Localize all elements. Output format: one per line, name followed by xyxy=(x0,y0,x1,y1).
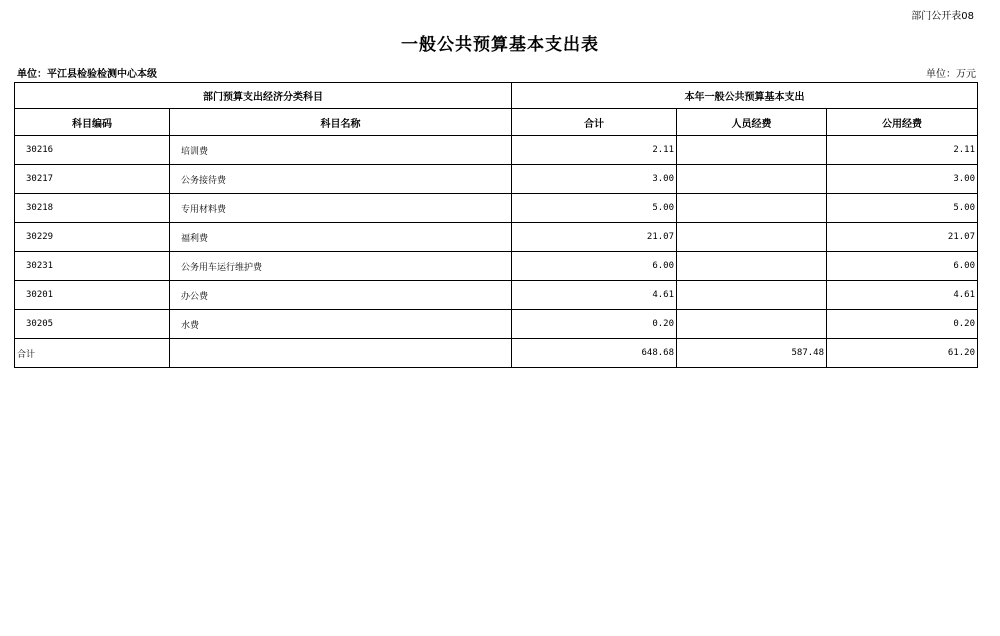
cell-code: 30216 xyxy=(15,136,170,165)
cell-public: 4.61 xyxy=(827,281,978,310)
table-row xyxy=(15,281,978,310)
cell-personnel xyxy=(677,165,827,194)
cell-name: 专用材料费 xyxy=(170,194,512,223)
cell-code: 30217 xyxy=(15,165,170,194)
header-personnel: 人员经费 xyxy=(677,109,827,136)
cell-public: 0.20 xyxy=(827,310,978,339)
table-row xyxy=(15,252,978,281)
cell-total: 6.00 xyxy=(512,252,677,281)
cell-total: 0.20 xyxy=(512,310,677,339)
total-label: 合计 xyxy=(15,339,170,368)
header-group-basic-expenditure: 本年一般公共预算基本支出 xyxy=(512,83,978,109)
total-total: 648.68 xyxy=(512,339,677,368)
cell-name: 福利费 xyxy=(170,223,512,252)
cell-total: 4.61 xyxy=(512,281,677,310)
cell-code: 30229 xyxy=(15,223,170,252)
table-row xyxy=(15,223,978,252)
table-row xyxy=(15,194,978,223)
cell-name: 公务接待费 xyxy=(170,165,512,194)
expenditure-table xyxy=(14,82,978,368)
header-total: 合计 xyxy=(512,109,677,136)
header-group-row xyxy=(15,83,978,109)
cell-public: 6.00 xyxy=(827,252,978,281)
cell-code: 30231 xyxy=(15,252,170,281)
header-name: 科目名称 xyxy=(170,109,512,136)
header-group-economic-classification: 部门预算支出经济分类科目 xyxy=(15,83,512,109)
cell-total: 3.00 xyxy=(512,165,677,194)
cell-code: 30218 xyxy=(15,194,170,223)
cell-name: 公务用车运行维护费 xyxy=(170,252,512,281)
header-code: 科目编码 xyxy=(15,109,170,136)
unit-currency: 单位：万元 xyxy=(926,69,976,80)
cell-code: 30205 xyxy=(15,310,170,339)
cell-name: 培训费 xyxy=(170,136,512,165)
cell-personnel xyxy=(677,194,827,223)
total-row xyxy=(15,339,978,368)
total-public: 61.20 xyxy=(827,339,978,368)
cell-public: 5.00 xyxy=(827,194,978,223)
cell-public: 3.00 xyxy=(827,165,978,194)
cell-personnel xyxy=(677,252,827,281)
unit-organization: 单位：平江县检验检测中心本级 xyxy=(17,69,157,80)
cell-name: 水费 xyxy=(170,310,512,339)
table-row xyxy=(15,310,978,339)
table-row xyxy=(15,165,978,194)
form-number: 部门公开表08 xyxy=(911,11,974,22)
header-public: 公用经费 xyxy=(827,109,978,136)
cell-public: 21.07 xyxy=(827,223,978,252)
total-personnel: 587.48 xyxy=(677,339,827,368)
cell-total: 21.07 xyxy=(512,223,677,252)
cell-personnel xyxy=(677,310,827,339)
cell-public: 2.11 xyxy=(827,136,978,165)
page-title: 一般公共预算基本支出表 xyxy=(401,35,599,55)
cell-name: 办公费 xyxy=(170,281,512,310)
cell-total: 5.00 xyxy=(512,194,677,223)
cell-personnel xyxy=(677,281,827,310)
table-row xyxy=(15,136,978,165)
cell-total: 2.11 xyxy=(512,136,677,165)
cell-personnel xyxy=(677,136,827,165)
cell-personnel xyxy=(677,223,827,252)
total-name xyxy=(170,339,512,368)
cell-code: 30201 xyxy=(15,281,170,310)
header-column-row xyxy=(15,109,978,136)
